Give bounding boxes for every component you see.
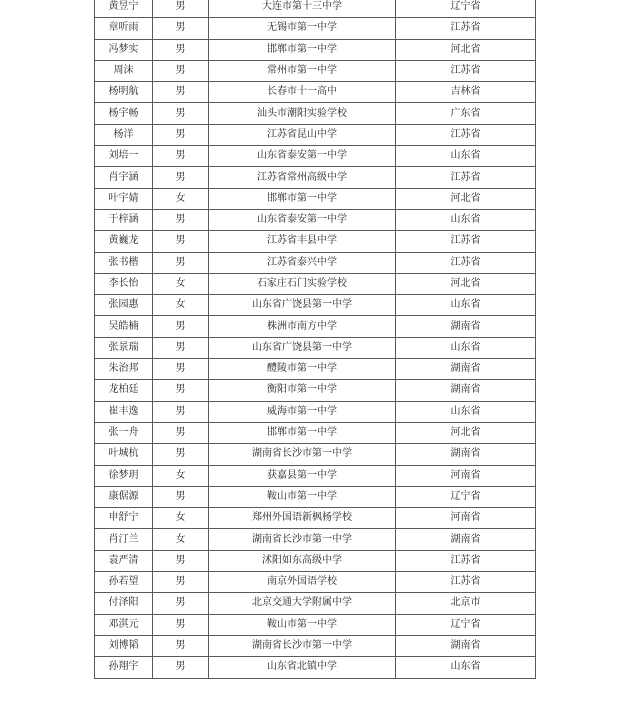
- school-cell: 山东省北镇中学: [209, 657, 396, 678]
- school-cell: 衡阳市第一中学: [209, 380, 396, 401]
- table-row: [95, 380, 536, 401]
- student-name-cell: 周沫: [95, 60, 153, 81]
- school-cell: 鞍山市第一中学: [209, 614, 396, 635]
- gender-cell: 男: [153, 60, 209, 81]
- school-cell: 石家庄石门实验学校: [209, 273, 396, 294]
- gender-cell: 男: [153, 401, 209, 422]
- student-name-cell: 叶城杭: [95, 444, 153, 465]
- student-name-cell: 张园惠: [95, 295, 153, 316]
- table-row: [95, 401, 536, 422]
- gender-cell: 男: [153, 82, 209, 103]
- table-row: [95, 422, 536, 443]
- province-cell: 湖南省: [396, 380, 536, 401]
- table-row: [95, 252, 536, 273]
- province-cell: 湖南省: [396, 444, 536, 465]
- province-cell: 河北省: [396, 422, 536, 443]
- table-row: [95, 465, 536, 486]
- gender-cell: 男: [153, 444, 209, 465]
- school-cell: 邯郸市第一中学: [209, 39, 396, 60]
- province-cell: 山东省: [396, 337, 536, 358]
- province-cell: 辽宁省: [396, 486, 536, 507]
- school-cell: 鞍山市第一中学: [209, 486, 396, 507]
- province-cell: 江苏省: [396, 572, 536, 593]
- student-name-cell: 袁严清: [95, 550, 153, 571]
- table-row: [95, 167, 536, 188]
- table-row: [95, 529, 536, 550]
- province-cell: 广东省: [396, 103, 536, 124]
- table-row: [95, 614, 536, 635]
- table-row: [95, 593, 536, 614]
- school-cell: 获嘉县第一中学: [209, 465, 396, 486]
- table-row: [95, 18, 536, 39]
- school-cell: 邯郸市第一中学: [209, 188, 396, 209]
- school-cell: 威海市第一中学: [209, 401, 396, 422]
- gender-cell: 男: [153, 252, 209, 273]
- table-row: [95, 82, 536, 103]
- province-cell: 辽宁省: [396, 614, 536, 635]
- province-cell: 湖南省: [396, 359, 536, 380]
- school-cell: 无锡市第一中学: [209, 18, 396, 39]
- school-cell: 江苏省泰兴中学: [209, 252, 396, 273]
- student-name-cell: 刘培一: [95, 146, 153, 167]
- gender-cell: 男: [153, 572, 209, 593]
- province-cell: 江苏省: [396, 60, 536, 81]
- school-cell: 湖南省长沙市第一中学: [209, 635, 396, 656]
- school-cell: 沭阳如东高级中学: [209, 550, 396, 571]
- gender-cell: 男: [153, 635, 209, 656]
- school-cell: 醴陵市第一中学: [209, 359, 396, 380]
- table-row: [95, 572, 536, 593]
- province-cell: 江苏省: [396, 252, 536, 273]
- school-cell: 山东省广饶县第一中学: [209, 295, 396, 316]
- student-name-cell: 杨宇畅: [95, 103, 153, 124]
- table-row: [95, 103, 536, 124]
- school-cell: 郑州外国语新枫杨学校: [209, 508, 396, 529]
- gender-cell: 男: [153, 614, 209, 635]
- student-name-cell: 黄昱宁: [95, 0, 153, 18]
- province-cell: 湖南省: [396, 316, 536, 337]
- student-name-cell: 邓淇元: [95, 614, 153, 635]
- table-row: [95, 146, 536, 167]
- school-cell: 北京交通大学附属中学: [209, 593, 396, 614]
- table-row: [95, 316, 536, 337]
- province-cell: 山东省: [396, 209, 536, 230]
- gender-cell: 女: [153, 273, 209, 294]
- gender-cell: 男: [153, 18, 209, 39]
- table-row: [95, 209, 536, 230]
- student-name-cell: 申舒宁: [95, 508, 153, 529]
- province-cell: 吉林省: [396, 82, 536, 103]
- province-cell: 江苏省: [396, 124, 536, 145]
- province-cell: 山东省: [396, 295, 536, 316]
- school-cell: 大连市第十三中学: [209, 0, 396, 18]
- table-row: [95, 273, 536, 294]
- gender-cell: 男: [153, 316, 209, 337]
- gender-cell: 男: [153, 231, 209, 252]
- table-row: [95, 657, 536, 678]
- student-name-cell: 孙翔宇: [95, 657, 153, 678]
- province-cell: 湖南省: [396, 529, 536, 550]
- province-cell: 北京市: [396, 593, 536, 614]
- table-row: [95, 39, 536, 60]
- student-name-cell: 徐梦玥: [95, 465, 153, 486]
- student-name-cell: 刘博韬: [95, 635, 153, 656]
- province-cell: 江苏省: [396, 231, 536, 252]
- table-row: [95, 231, 536, 252]
- province-cell: 河北省: [396, 39, 536, 60]
- gender-cell: 男: [153, 380, 209, 401]
- student-name-cell: 张一舟: [95, 422, 153, 443]
- school-cell: 常州市第一中学: [209, 60, 396, 81]
- school-cell: 江苏省昆山中学: [209, 124, 396, 145]
- student-name-cell: 肖宇涵: [95, 167, 153, 188]
- gender-cell: 男: [153, 146, 209, 167]
- gender-cell: 男: [153, 0, 209, 18]
- table-row: [95, 0, 536, 18]
- table-row: [95, 60, 536, 81]
- student-roster-table: [94, 0, 536, 679]
- province-cell: 山东省: [396, 401, 536, 422]
- school-cell: 山东省泰安第一中学: [209, 209, 396, 230]
- school-cell: 山东省泰安第一中学: [209, 146, 396, 167]
- gender-cell: 男: [153, 103, 209, 124]
- student-name-cell: 孙若望: [95, 572, 153, 593]
- province-cell: 湖南省: [396, 635, 536, 656]
- student-name-cell: 李长怡: [95, 273, 153, 294]
- school-cell: 江苏省丰县中学: [209, 231, 396, 252]
- school-cell: 山东省广饶县第一中学: [209, 337, 396, 358]
- student-name-cell: 张景瑞: [95, 337, 153, 358]
- gender-cell: 女: [153, 529, 209, 550]
- gender-cell: 女: [153, 508, 209, 529]
- student-name-cell: 肖汀兰: [95, 529, 153, 550]
- table-row: [95, 359, 536, 380]
- student-name-cell: 张书楷: [95, 252, 153, 273]
- table-row: [95, 295, 536, 316]
- gender-cell: 男: [153, 550, 209, 571]
- student-name-cell: 龙柏廷: [95, 380, 153, 401]
- student-name-cell: 黄巍龙: [95, 231, 153, 252]
- gender-cell: 女: [153, 295, 209, 316]
- school-cell: 南京外国语学校: [209, 572, 396, 593]
- school-cell: 汕头市潮阳实验学校: [209, 103, 396, 124]
- province-cell: 江苏省: [396, 18, 536, 39]
- gender-cell: 男: [153, 422, 209, 443]
- school-cell: 湖南省长沙市第一中学: [209, 529, 396, 550]
- province-cell: 山东省: [396, 146, 536, 167]
- table-row: [95, 486, 536, 507]
- province-cell: 山东省: [396, 657, 536, 678]
- table-row: [95, 188, 536, 209]
- student-name-cell: 于梓涵: [95, 209, 153, 230]
- province-cell: 河南省: [396, 465, 536, 486]
- school-cell: 江苏省常州高级中学: [209, 167, 396, 188]
- province-cell: 河北省: [396, 188, 536, 209]
- gender-cell: 男: [153, 124, 209, 145]
- province-cell: 江苏省: [396, 550, 536, 571]
- school-cell: 湖南省长沙市第一中学: [209, 444, 396, 465]
- table-row: [95, 635, 536, 656]
- province-cell: 河南省: [396, 508, 536, 529]
- province-cell: 辽宁省: [396, 0, 536, 18]
- student-name-cell: 康倨源: [95, 486, 153, 507]
- roster-body: [95, 0, 536, 678]
- table-row: [95, 444, 536, 465]
- student-name-cell: 章听雨: [95, 18, 153, 39]
- gender-cell: 女: [153, 188, 209, 209]
- student-name-cell: 崔丰逸: [95, 401, 153, 422]
- gender-cell: 男: [153, 167, 209, 188]
- student-name-cell: 付泽阳: [95, 593, 153, 614]
- gender-cell: 男: [153, 486, 209, 507]
- gender-cell: 男: [153, 359, 209, 380]
- table-row: [95, 337, 536, 358]
- student-name-cell: 冯梦实: [95, 39, 153, 60]
- school-cell: 长春市十一高中: [209, 82, 396, 103]
- province-cell: 江苏省: [396, 167, 536, 188]
- student-name-cell: 吴皓楠: [95, 316, 153, 337]
- school-cell: 株洲市南方中学: [209, 316, 396, 337]
- student-name-cell: 杨洋: [95, 124, 153, 145]
- school-cell: 邯郸市第一中学: [209, 422, 396, 443]
- student-name-cell: 朱治邦: [95, 359, 153, 380]
- table-row: [95, 124, 536, 145]
- gender-cell: 男: [153, 337, 209, 358]
- student-name-cell: 杨明航: [95, 82, 153, 103]
- gender-cell: 男: [153, 657, 209, 678]
- table-row: [95, 550, 536, 571]
- gender-cell: 男: [153, 39, 209, 60]
- gender-cell: 男: [153, 209, 209, 230]
- gender-cell: 女: [153, 465, 209, 486]
- gender-cell: 男: [153, 593, 209, 614]
- table-row: [95, 508, 536, 529]
- province-cell: 河北省: [396, 273, 536, 294]
- student-name-cell: 叶宇婧: [95, 188, 153, 209]
